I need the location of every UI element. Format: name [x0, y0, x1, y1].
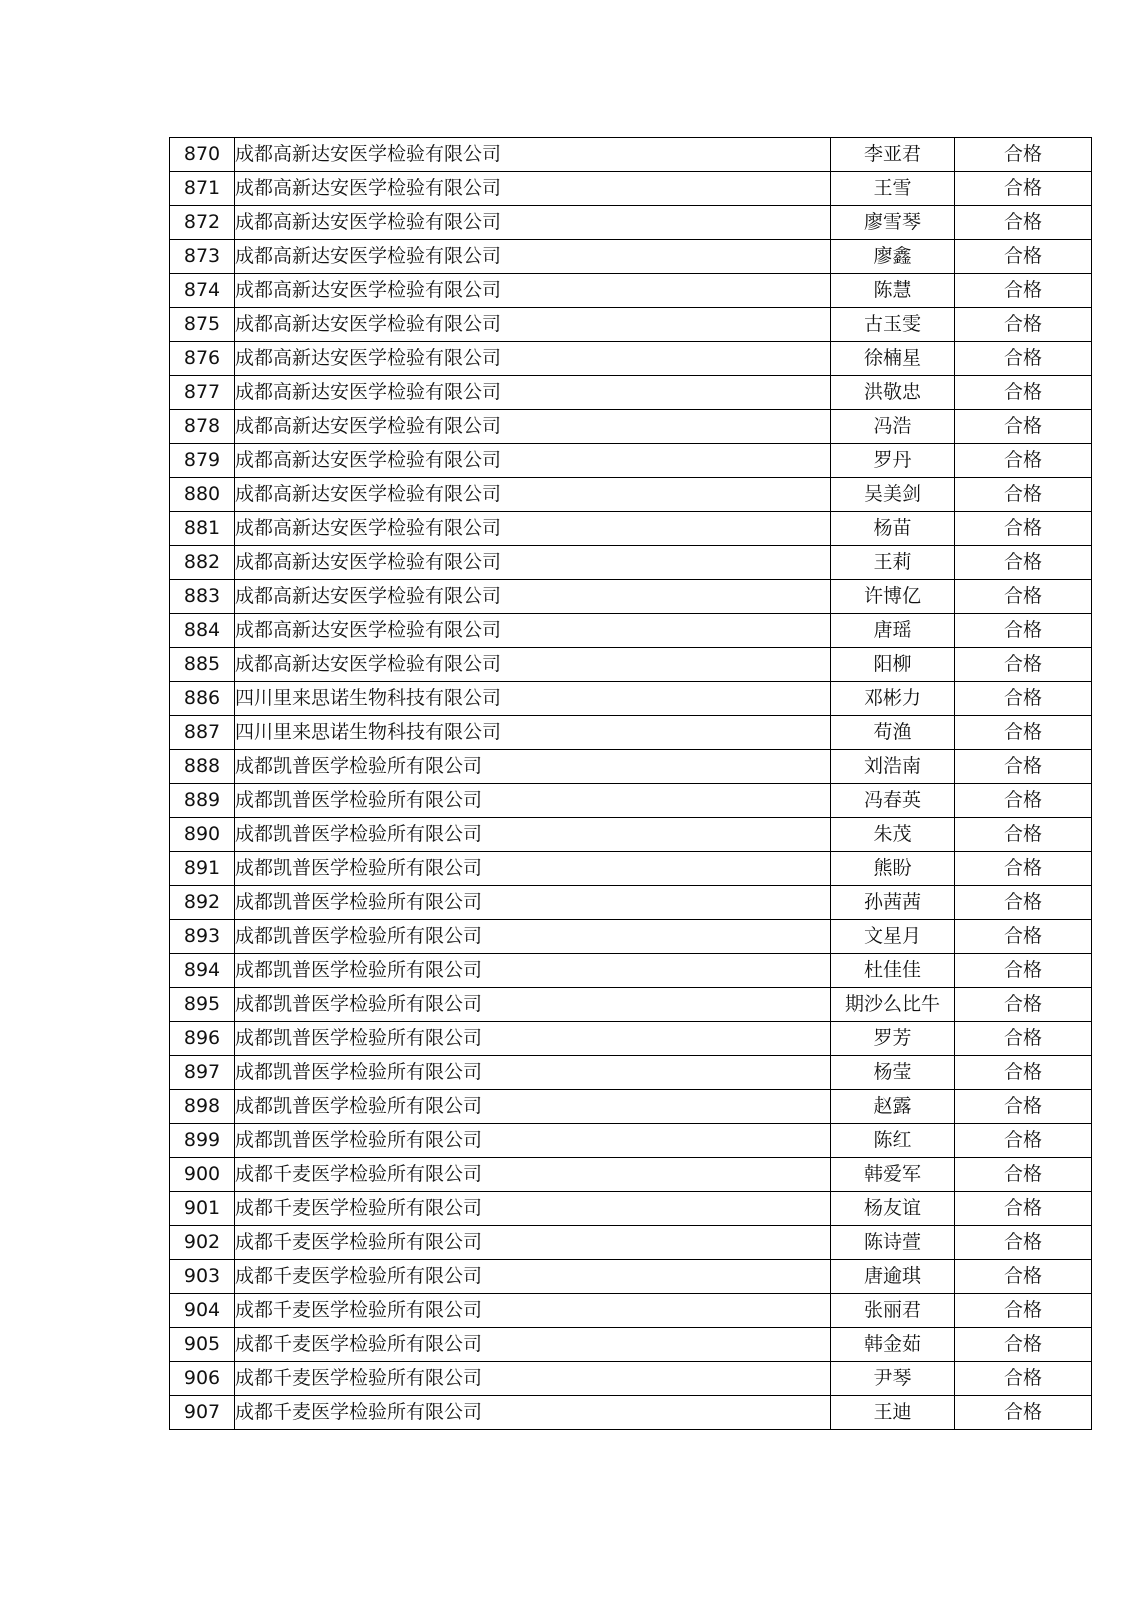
person-name-cell: 尹琴 — [831, 1362, 955, 1396]
row-number-cell: 880 — [170, 478, 235, 512]
row-number-cell: 873 — [170, 240, 235, 274]
result-cell: 合格 — [955, 342, 1092, 376]
person-name-cell: 陈诗萱 — [831, 1226, 955, 1260]
organization-cell: 成都千麦医学检验所有限公司 — [235, 1226, 831, 1260]
organization-cell: 成都凯普医学检验所有限公司 — [235, 1124, 831, 1158]
person-name-cell: 邓彬力 — [831, 682, 955, 716]
person-name-cell: 陈红 — [831, 1124, 955, 1158]
row-number-cell: 882 — [170, 546, 235, 580]
table-row — [170, 852, 1092, 886]
person-name-cell: 洪敬忠 — [831, 376, 955, 410]
row-number-cell: 883 — [170, 580, 235, 614]
row-number-cell: 891 — [170, 852, 235, 886]
person-name-cell: 冯春英 — [831, 784, 955, 818]
table-row — [170, 648, 1092, 682]
table-row — [170, 682, 1092, 716]
organization-cell: 成都凯普医学检验所有限公司 — [235, 1090, 831, 1124]
organization-cell: 成都高新达安医学检验有限公司 — [235, 308, 831, 342]
result-cell: 合格 — [955, 988, 1092, 1022]
result-cell: 合格 — [955, 920, 1092, 954]
row-number-cell: 900 — [170, 1158, 235, 1192]
person-name-cell: 赵露 — [831, 1090, 955, 1124]
organization-cell: 成都凯普医学检验所有限公司 — [235, 784, 831, 818]
table-row — [170, 240, 1092, 274]
row-number-cell: 870 — [170, 138, 235, 172]
person-name-cell: 唐瑶 — [831, 614, 955, 648]
result-cell: 合格 — [955, 240, 1092, 274]
organization-cell: 成都高新达安医学检验有限公司 — [235, 512, 831, 546]
row-number-cell: 892 — [170, 886, 235, 920]
row-number-cell: 895 — [170, 988, 235, 1022]
person-name-cell: 韩金茹 — [831, 1328, 955, 1362]
organization-cell: 成都高新达安医学检验有限公司 — [235, 274, 831, 308]
person-name-cell: 杜佳佳 — [831, 954, 955, 988]
person-name-cell: 徐楠星 — [831, 342, 955, 376]
table-row — [170, 444, 1092, 478]
person-name-cell: 杨苗 — [831, 512, 955, 546]
person-name-cell: 廖鑫 — [831, 240, 955, 274]
row-number-cell: 893 — [170, 920, 235, 954]
row-number-cell: 907 — [170, 1396, 235, 1430]
row-number-cell: 898 — [170, 1090, 235, 1124]
table-row — [170, 886, 1092, 920]
row-number-cell: 890 — [170, 818, 235, 852]
result-cell: 合格 — [955, 1124, 1092, 1158]
person-name-cell: 孙茜茜 — [831, 886, 955, 920]
organization-cell: 成都高新达安医学检验有限公司 — [235, 410, 831, 444]
row-number-cell: 901 — [170, 1192, 235, 1226]
organization-cell: 成都高新达安医学检验有限公司 — [235, 240, 831, 274]
person-name-cell: 许博亿 — [831, 580, 955, 614]
table-row — [170, 954, 1092, 988]
row-number-cell: 886 — [170, 682, 235, 716]
organization-cell: 成都凯普医学检验所有限公司 — [235, 954, 831, 988]
table-row — [170, 1056, 1092, 1090]
person-name-cell: 罗丹 — [831, 444, 955, 478]
result-cell: 合格 — [955, 1022, 1092, 1056]
table-row — [170, 1328, 1092, 1362]
row-number-cell: 903 — [170, 1260, 235, 1294]
result-cell: 合格 — [955, 954, 1092, 988]
person-name-cell: 苟渔 — [831, 716, 955, 750]
row-number-cell: 902 — [170, 1226, 235, 1260]
table-row — [170, 1396, 1092, 1430]
table-row — [170, 988, 1092, 1022]
person-name-cell: 韩爱军 — [831, 1158, 955, 1192]
organization-cell: 四川里来思诺生物科技有限公司 — [235, 682, 831, 716]
table-row — [170, 614, 1092, 648]
organization-cell: 成都高新达安医学检验有限公司 — [235, 376, 831, 410]
table-row — [170, 308, 1092, 342]
organization-cell: 成都千麦医学检验所有限公司 — [235, 1328, 831, 1362]
person-name-cell: 王雪 — [831, 172, 955, 206]
organization-cell: 成都高新达安医学检验有限公司 — [235, 172, 831, 206]
organization-cell: 成都凯普医学检验所有限公司 — [235, 920, 831, 954]
row-number-cell: 885 — [170, 648, 235, 682]
result-cell: 合格 — [955, 648, 1092, 682]
table-row — [170, 1158, 1092, 1192]
row-number-cell: 896 — [170, 1022, 235, 1056]
result-cell: 合格 — [955, 546, 1092, 580]
person-name-cell: 熊盼 — [831, 852, 955, 886]
person-name-cell: 古玉雯 — [831, 308, 955, 342]
person-name-cell: 杨莹 — [831, 1056, 955, 1090]
table-row — [170, 1022, 1092, 1056]
organization-cell: 成都千麦医学检验所有限公司 — [235, 1362, 831, 1396]
organization-cell: 成都高新达安医学检验有限公司 — [235, 206, 831, 240]
row-number-cell: 871 — [170, 172, 235, 206]
table-row — [170, 1226, 1092, 1260]
row-number-cell: 876 — [170, 342, 235, 376]
result-cell: 合格 — [955, 1226, 1092, 1260]
result-cell: 合格 — [955, 1362, 1092, 1396]
result-cell: 合格 — [955, 1090, 1092, 1124]
organization-cell: 成都凯普医学检验所有限公司 — [235, 852, 831, 886]
row-number-cell: 881 — [170, 512, 235, 546]
organization-cell: 成都千麦医学检验所有限公司 — [235, 1294, 831, 1328]
organization-cell: 成都高新达安医学检验有限公司 — [235, 648, 831, 682]
table-row — [170, 1294, 1092, 1328]
table-row — [170, 478, 1092, 512]
table-row — [170, 580, 1092, 614]
row-number-cell: 905 — [170, 1328, 235, 1362]
table-row — [170, 206, 1092, 240]
person-name-cell: 文星月 — [831, 920, 955, 954]
organization-cell: 成都高新达安医学检验有限公司 — [235, 444, 831, 478]
table-row — [170, 1124, 1092, 1158]
result-cell: 合格 — [955, 1396, 1092, 1430]
organization-cell: 成都凯普医学检验所有限公司 — [235, 886, 831, 920]
table-row — [170, 376, 1092, 410]
organization-cell: 成都凯普医学检验所有限公司 — [235, 750, 831, 784]
result-cell: 合格 — [955, 1328, 1092, 1362]
table-row — [170, 784, 1092, 818]
table-row — [170, 1362, 1092, 1396]
row-number-cell: 879 — [170, 444, 235, 478]
person-name-cell: 罗芳 — [831, 1022, 955, 1056]
person-name-cell: 杨友谊 — [831, 1192, 955, 1226]
result-cell: 合格 — [955, 886, 1092, 920]
roster-table — [169, 137, 1092, 1430]
table-row — [170, 274, 1092, 308]
organization-cell: 四川里来思诺生物科技有限公司 — [235, 716, 831, 750]
person-name-cell: 陈慧 — [831, 274, 955, 308]
result-cell: 合格 — [955, 1260, 1092, 1294]
person-name-cell: 吴美剑 — [831, 478, 955, 512]
result-cell: 合格 — [955, 444, 1092, 478]
organization-cell: 成都千麦医学检验所有限公司 — [235, 1260, 831, 1294]
result-cell: 合格 — [955, 716, 1092, 750]
result-cell: 合格 — [955, 308, 1092, 342]
person-name-cell: 朱茂 — [831, 818, 955, 852]
organization-cell: 成都高新达安医学检验有限公司 — [235, 580, 831, 614]
result-cell: 合格 — [955, 512, 1092, 546]
person-name-cell: 李亚君 — [831, 138, 955, 172]
row-number-cell: 884 — [170, 614, 235, 648]
result-cell: 合格 — [955, 138, 1092, 172]
person-name-cell: 廖雪琴 — [831, 206, 955, 240]
result-cell: 合格 — [955, 1294, 1092, 1328]
result-cell: 合格 — [955, 274, 1092, 308]
table-row — [170, 1090, 1092, 1124]
row-number-cell: 888 — [170, 750, 235, 784]
result-cell: 合格 — [955, 1056, 1092, 1090]
result-cell: 合格 — [955, 172, 1092, 206]
row-number-cell: 878 — [170, 410, 235, 444]
result-cell: 合格 — [955, 206, 1092, 240]
result-cell: 合格 — [955, 784, 1092, 818]
result-cell: 合格 — [955, 614, 1092, 648]
person-name-cell: 张丽君 — [831, 1294, 955, 1328]
result-cell: 合格 — [955, 376, 1092, 410]
person-name-cell: 王莉 — [831, 546, 955, 580]
result-cell: 合格 — [955, 580, 1092, 614]
table-row — [170, 138, 1092, 172]
row-number-cell: 904 — [170, 1294, 235, 1328]
row-number-cell: 874 — [170, 274, 235, 308]
person-name-cell: 阳柳 — [831, 648, 955, 682]
table-row — [170, 342, 1092, 376]
row-number-cell: 875 — [170, 308, 235, 342]
organization-cell: 成都凯普医学检验所有限公司 — [235, 1056, 831, 1090]
row-number-cell: 906 — [170, 1362, 235, 1396]
row-number-cell: 887 — [170, 716, 235, 750]
row-number-cell: 897 — [170, 1056, 235, 1090]
result-cell: 合格 — [955, 852, 1092, 886]
result-cell: 合格 — [955, 1158, 1092, 1192]
organization-cell: 成都千麦医学检验所有限公司 — [235, 1396, 831, 1430]
result-cell: 合格 — [955, 818, 1092, 852]
table-row — [170, 818, 1092, 852]
organization-cell: 成都高新达安医学检验有限公司 — [235, 546, 831, 580]
table-row — [170, 716, 1092, 750]
person-name-cell: 期沙么比牛 — [831, 988, 955, 1022]
person-name-cell: 唐逾琪 — [831, 1260, 955, 1294]
organization-cell: 成都凯普医学检验所有限公司 — [235, 988, 831, 1022]
table-row — [170, 172, 1092, 206]
organization-cell: 成都凯普医学检验所有限公司 — [235, 818, 831, 852]
organization-cell: 成都凯普医学检验所有限公司 — [235, 1022, 831, 1056]
person-name-cell: 刘浩南 — [831, 750, 955, 784]
table-row — [170, 920, 1092, 954]
table-row — [170, 410, 1092, 444]
table-row — [170, 546, 1092, 580]
table-row — [170, 1192, 1092, 1226]
row-number-cell: 899 — [170, 1124, 235, 1158]
table-row — [170, 512, 1092, 546]
person-name-cell: 王迪 — [831, 1396, 955, 1430]
table-row — [170, 1260, 1092, 1294]
result-cell: 合格 — [955, 750, 1092, 784]
person-name-cell: 冯浩 — [831, 410, 955, 444]
organization-cell: 成都高新达安医学检验有限公司 — [235, 138, 831, 172]
table-row — [170, 750, 1092, 784]
result-cell: 合格 — [955, 682, 1092, 716]
row-number-cell: 894 — [170, 954, 235, 988]
organization-cell: 成都高新达安医学检验有限公司 — [235, 478, 831, 512]
result-cell: 合格 — [955, 410, 1092, 444]
roster-table-body — [170, 138, 1092, 1430]
row-number-cell: 877 — [170, 376, 235, 410]
organization-cell: 成都千麦医学检验所有限公司 — [235, 1192, 831, 1226]
row-number-cell: 872 — [170, 206, 235, 240]
organization-cell: 成都高新达安医学检验有限公司 — [235, 342, 831, 376]
organization-cell: 成都高新达安医学检验有限公司 — [235, 614, 831, 648]
result-cell: 合格 — [955, 1192, 1092, 1226]
result-cell: 合格 — [955, 478, 1092, 512]
organization-cell: 成都千麦医学检验所有限公司 — [235, 1158, 831, 1192]
row-number-cell: 889 — [170, 784, 235, 818]
